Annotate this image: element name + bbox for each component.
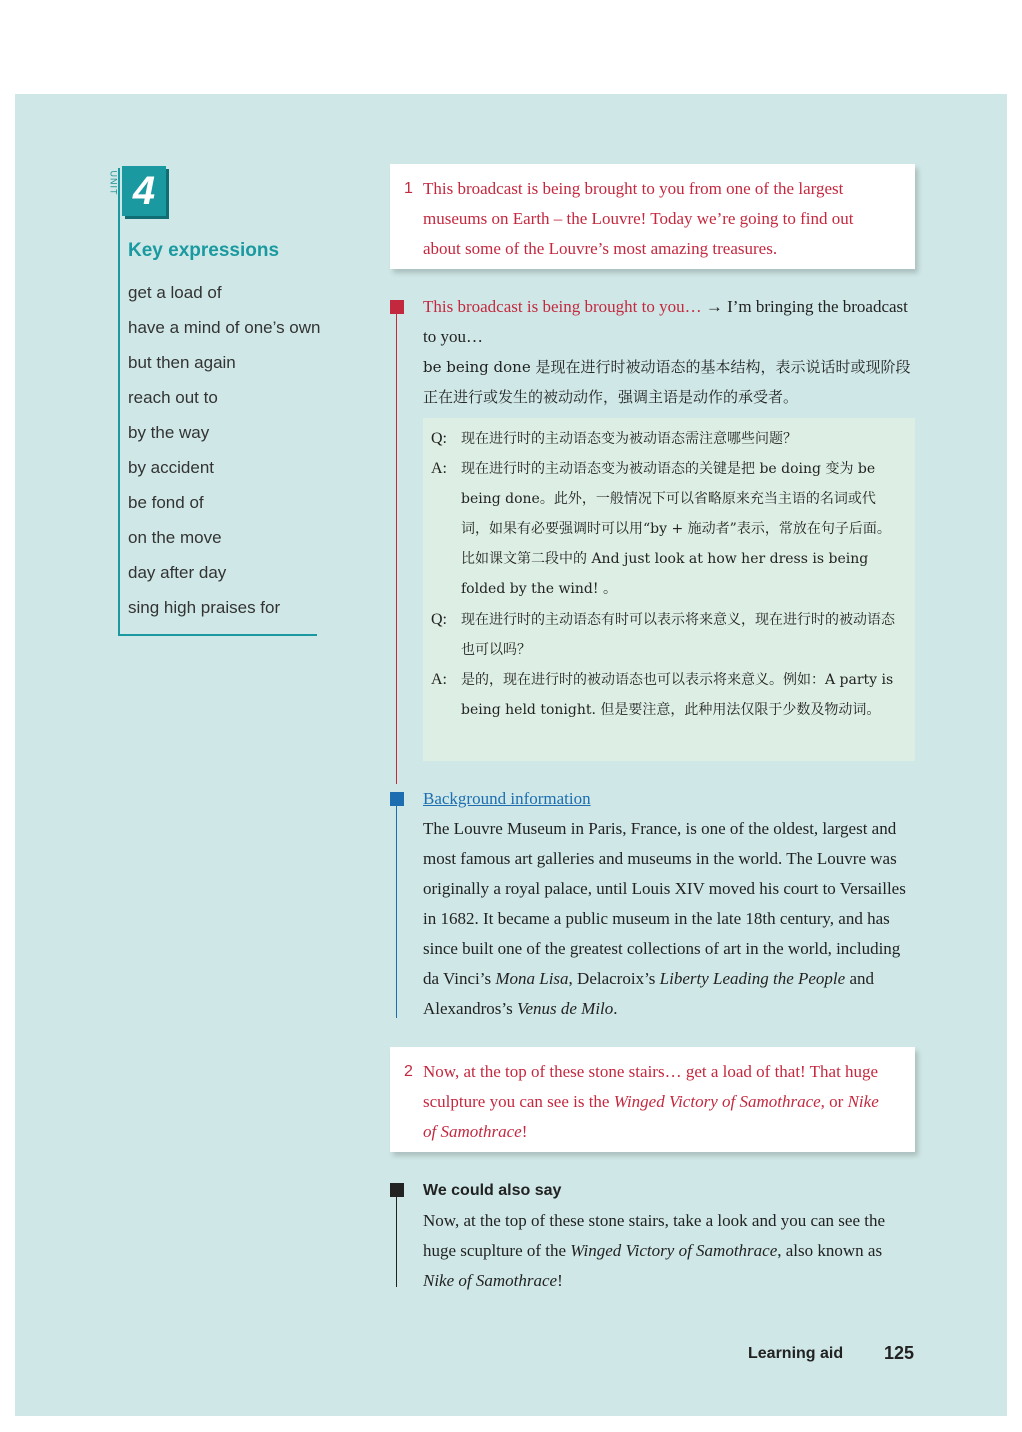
background-title: Background information	[423, 789, 591, 808]
callout-text: Now, at the top of these stone stairs… get a load of that! That huge sculpture you can see is the Winged Victory of Samothrace, or Nike of Samothrace!	[423, 1062, 879, 1141]
alternative-title: We could also say	[423, 1182, 562, 1199]
key-expression-item: reach out to	[128, 388, 218, 407]
background-text: The Louvre Museum in Paris, France, is one of the oldest, largest and most famous art galleries and museums in the world. The Louvre was originally a royal palace, until Louis XIV moved his court to Versailles in 1682. It became a public museum in the late 18th century, and has since built one of the greatest collections of art in the world, including da Vinci’s Mona Lisa, Delacroix’s Liberty Leading the People and Alexandros’s Venus de Milo.	[423, 819, 906, 1018]
alternative-text: Now, at the top of these stone stairs, take a look and you can see the huge scuplture of the Winged Victory of Samothrace, also known as Nike of Samothrace!	[423, 1211, 886, 1290]
key-expression-item: day after day	[128, 563, 227, 582]
key-expressions-title: Key expressions	[128, 240, 280, 261]
qa-label: Q:	[431, 611, 447, 628]
key-expression-item: get a load of	[128, 283, 222, 302]
qa-text: 现在进行时的主动语态变为被动语态需注意哪些问题？	[461, 431, 797, 447]
black-square-marker	[390, 1183, 404, 1197]
qa-label: A:	[431, 671, 447, 688]
key-expression-item: by accident	[128, 458, 214, 477]
callout-number: 2	[404, 1063, 413, 1080]
callout-text: This broadcast is being brought to you from one of the largest museums on Earth – the Louvre! Today we’re going to find out about some of the Louvre’s most amazing treasures.	[423, 179, 854, 258]
qa-label: Q:	[431, 430, 447, 447]
qa-box	[423, 418, 915, 761]
background-info	[423, 784, 915, 1024]
highlighted-sentence: This broadcast is being brought to you…	[423, 297, 702, 316]
quote-callout-1	[390, 164, 915, 269]
unit-label: UNIT	[108, 170, 119, 196]
key-expression-item: be fond of	[128, 493, 204, 512]
page-number: 125	[884, 1343, 915, 1363]
qa-text: 现在进行时的主动语态有时可以表示将来意义，现在进行时的被动语态也可以吗？	[461, 612, 895, 658]
grammar-explanation: be being done 是现在进行时被动语态的基本结构，表示说话时或现阶段正在进行或发生的被动动作，强调主语是动作的承受者。	[423, 358, 911, 406]
red-square-marker	[390, 300, 404, 314]
key-expression-item: by the way	[128, 423, 210, 442]
footer-section-label: Learning aid	[748, 1345, 844, 1362]
qa-answer	[431, 454, 895, 604]
alternative-phrasing	[423, 1175, 915, 1296]
black-rule	[396, 1197, 397, 1287]
qa-text: 现在进行时的主动语态变为被动语态的关键是把 be doing 变为 be being done。此外，一般情况下可以省略原来充当主语的名词或代词，如果有必要强调时可以用“by + 施动者”表示，常放在句子后面。比如课文第二段中的 And just look at how her dress is being folded by the wind! 。	[461, 461, 891, 597]
rephrasing: → I’m bringing the broadcast to you…	[423, 297, 908, 346]
key-expression-item: on the move	[128, 528, 222, 547]
blue-square-marker	[390, 792, 404, 806]
red-rule	[396, 314, 397, 784]
qa-question	[431, 605, 895, 665]
qa-label: A:	[431, 460, 447, 477]
qa-question	[431, 424, 895, 454]
key-expression-item: sing high praises for	[128, 598, 281, 617]
grammar-note	[423, 292, 915, 412]
callout-number: 1	[404, 180, 413, 197]
blue-rule	[396, 806, 397, 1018]
qa-answer	[431, 665, 895, 725]
unit-rule-vertical	[118, 168, 120, 636]
unit-number-badge: 4	[122, 166, 166, 216]
qa-text: 是的，现在进行时的被动语态也可以表示将来意义。例如：A party is being held tonight. 但是要注意，此种用法仅限于少数及物动词。	[461, 672, 894, 718]
key-expressions-list	[128, 278, 320, 628]
quote-callout-2	[390, 1047, 915, 1152]
unit-rule-horizontal	[118, 634, 317, 636]
key-expression-item: but then again	[128, 353, 236, 372]
key-expression-item: have a mind of one’s own	[128, 318, 321, 337]
